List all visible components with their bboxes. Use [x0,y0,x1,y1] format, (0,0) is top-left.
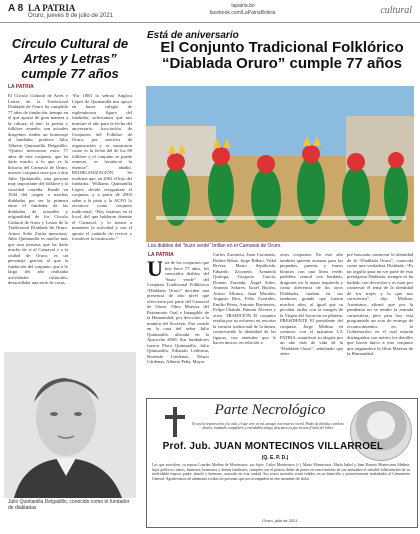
main-article-column-2: Carlos Zaconeta, Juan Coronado, Rufino Ribas. Jorge Bilbao, Vidal Rivera, Mario Sepúlveda, Eduardo Zaconeta, Armando Quiroga, Gregorio García, Donato Zaranda, Ángel Soles, Antonio Solares, Israel Butrón, Arturo Allunco, Juan Morales, Augusto Ríos, Félix Gonzales, Emilio Pérez, Antonio Barrientos, Felipe Chambi, Ramón Álvarez y otros. TRADICIÓN El conjunto resalta por su esfuerzo en rescatar la esencia tradicional de la danza, conservando la identidad de las figuras, con atuendos que le hacen únicos, en relación a [213,252,276,345]
section-name: cultural [380,5,412,16]
main-article-headline: El Conjunto Tradicional Folklórico “Diablada Oruro” cumple 77 años [160,39,404,72]
obituary-verse: Yo soy la resurrección y la vida; el que cree en mí, aunque esté muerto, vivirá. Padre de familia, cariñoso abuelo, estimado compañero y entrañable amigo, descansa en paz eterna al lado del Señor. [192,422,344,431]
obituary-title: Parte Necrológico [214,402,326,418]
main-photo-caption: Los diablos del “buzo verde” brillan en el Carnaval de Oruro. [148,243,282,249]
main-article-column-3: otros conjuntos. En este año también quieren avanzar para las pequeñas, puertas y buzos blancos con una línea verde, pañoleta central con bordado, dragones en la mano izquierda y como diferencia de los otros Diabladas, usaban en sus tambores grande que fueron muchos años, al igual que su peculiar arriba con la imagen de la Virgen del Socavón en plateria. PRESIDENTE El presidente del conjunto, Jorge Medina en contacto con el matutino LA PATRIA, manifestó su alegría por un año más de vida de la “Diablada Oruro”, señalando que siem- [280,252,343,356]
publication-name: LA PATRIA [28,3,76,13]
main-column-1-text: na de los conjuntos que hoy hace 77 años, los conocidos diablos del “buzo verde” del Conjunto Tradicional Folklórico “Diablada Oruro” deciden una presencia de alto nivel que ofrecieron por parte del Carnaval de Oruro, Obra Maestra del Patrimonio Oral e Intangible de la Humanidad, por devoción a la mamita del Socavón. Fue creado en la casa del señor Julio Quintanilla, ubicada en la Ayacucho #949. Sus fundadores fueron Flora Quintanilla, Julio Quintanilla, Eduardo Ledezma, Rosendo Cárdenas, Néstor Cárdenas, Alberto Peña, Mayor [147,260,209,364]
founder-portrait-illustration [4,352,136,498]
left-article-title: Círculo Cultural de Artes y Letras” cumple 77 años [11,36,129,81]
deceased-name: Prof. Jub. JUAN MONTECINOS VILLARROEL [162,441,384,452]
website-link[interactable]: lapatria.bo [231,3,255,9]
deceased-portrait-photo [350,401,412,461]
facebook-link[interactable]: facebook.com/LaPatriaBolivia [209,10,276,16]
page-number: A 8 [8,3,24,14]
publication-date: Oruro, jueves 8 de julio de 2021 [28,13,114,19]
drop-cap: U [147,260,163,281]
founder-portrait-photo [4,352,136,498]
founder-photo-caption: Julio Quintanilla Delgadillo, conocido como el fundador de diabladas [8,499,130,511]
left-article-column-2: “En 1883 la señora Anglica López de Quintanilla nos apoyó en hacer colegio de esplendorosa figura del fundador, solicitamos que nos muestre el año para la fecha del aniversario. Asociación de Conjuntos del Folklore de Oruro, por motivos de organización y se mostraron como es la fecha del de los 80 folklore y el conjunto se puede renovar, se fortaleció la esencia”, añadió. REORGANIZACIÓN Se reafirma que, en 2002 el hijo del fundador, Williams Quintanilla López, decide reorganizar el conjunto, y a partir de 2003 salen a la pista y la ACFO lo reconoce como conjunto tradicional. “Hoy estamos en el local, del que hablaron durante el Carnaval, y lo tienen a mantener la actividad y con el aporte el cuidado de revivir y fortalecer la institución.” [72,93,132,241]
main-article-tag: LA PATRIA [148,252,174,258]
carnival-dancers-photo [146,86,414,242]
main-article-column-1 [147,260,209,392]
carnival-scene-illustration [146,86,414,242]
left-article-tag: LA PATRIA [8,84,34,90]
left-article-column-1: El Círculo Cultural de Artes y Letras de la Tradicional Diablada de Oruro ha cumplido 77 años de fundación, tiempo en el que aportó de gran manera a la cultura, el arte, la poesía y folklore orureño, son actuales dirigentes rinden un homenaje al fundador, profesor Julio Alberto Quintanilla Delgadillo. “Quiero mencionar estos 77 años de este conjunto, que ha dado mucho a lo que es la historia del Carnaval de Oruro, nuestro conjunto nace por a don Julio Quintanilla, una persona muy importante del folklore y la sociedad orureña. Fundó en 1944 del origen a muchas diabladas por ser la primera entre el fundador de las diabladas de oriundez y originalidad de los Círculo Cultural de Artes y Letras de la Tradicional Diablada de Oruro. Arturo Solíz Zurita mencionó. Julio Quintanilla es mucho más que una persona que ha dado mucho de sí al Carnaval y a la ciudad de Oruro, es un personaje gracias al que la fundación del conjunto, que a lo largo del año realizaba actividades culturales, desarrollaba una serie de cosas. [8,93,68,285]
cross-icon [160,405,190,439]
main-article-kicker: Está de aniversario [147,30,239,41]
obituary-qepd: (Q. E. P. D.) [261,455,289,461]
obituary-body: Los que suscriben, su esposa Lourdes Medina de Montecinos, sus hijos: Carlos Montecinos (+), Mario Montecinos, María Isabel y Juan Ramiro Montecinos Medina; hijos políticos, nietos, bisnietos, hermanos y demás familiares, cumplen con el penoso deber de poner en conocimiento de sus amistades el sensible fallecimiento de su inolvidable esposo, padre, abuelo y hermano, acaecido en esta ciudad. Sus restos mortales serán velados en su domicilio y posteriormente trasladados al Cementerio General. Agradecemos de antemano a todas las personas que nos acompañen en este momento de dolor. [152,463,410,481]
obituary-date: Oruro, julio de 2021 [262,518,298,523]
main-article-column-4: pre buscarán conservar la identidad de la “Diablada Oruro”, conocida como una verdadera Diablada. “Es un orgullo para mi ser parte de esta prestigiosa Diablada, siempre se ha bailado con devoción y es mon por conservar el tema de la identidad de los trajes y lo que nos caracteriza”, dijo Medina. Asimismo, afirmó que por la pandemia no se tendrá la entrada carnavalera, pero para hoy está programado un acto de entrega de reconocimientos en la Gobernación, en el cual estarán distinguidos con mérito los detalles que hacen único a este conjunto que engrandece la Obra Maestra de la Humanidad. [347,252,413,356]
header-divider [0,22,420,23]
